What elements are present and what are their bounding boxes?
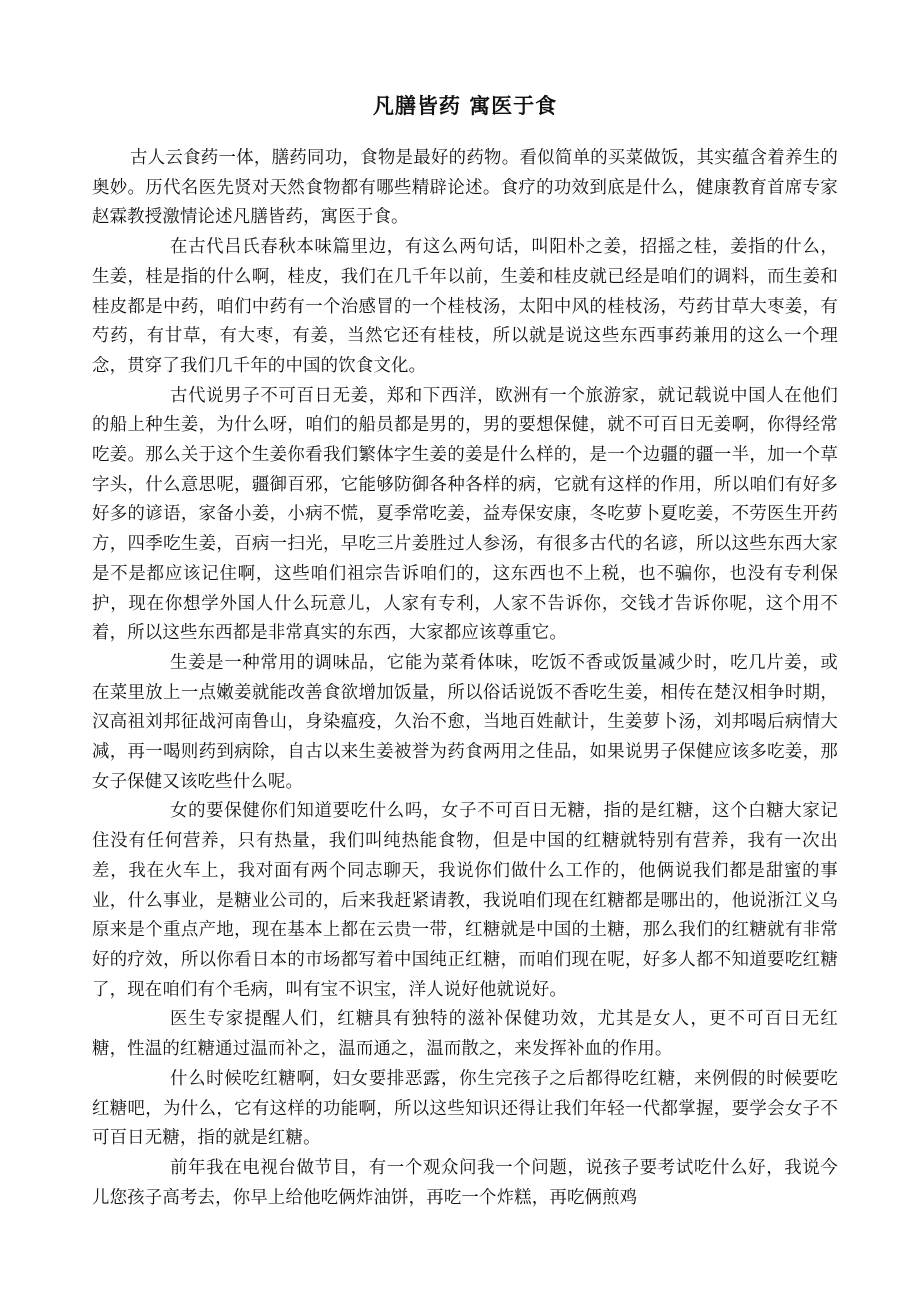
paragraph-ginger-seasoning: 生姜是一种常用的调味品，它能为菜肴体味，吃饭不香或饭量减少时，吃几片姜，或在菜里放上一点嫩姜就能改善食欲增加饭量，所以俗话说饭不香吃生姜，相传在楚汉相争时期，汉高祖刘邦征战河南鲁山，身染瘟疫，久治不愈，当地百姓献计，生姜萝卜汤，刘邦喝后病情大减，再一喝则药到病除，自古以来生姜被誉为药食两用之佳品，如果说男子保健应该多吃姜，那女子保健又该吃些什么呢。: [92, 652, 838, 792]
document-title: 凡膳皆药 寓医于食: [372, 94, 558, 118]
paragraph-expert-reminder: 医生专家提醒人们，红糖具有独特的滋补保健功效，尤其是女人，更不可百日无红糖，性温的红糖通过温而补之，温而通之，温而散之，来发挥补血的作用。: [92, 1009, 838, 1060]
paragraph-intro: 古人云食药一体，膳药同功，食物是最好的药物。看似简单的买菜做饭，其实蕴含着养生的奥妙。历代名医先贤对天然食物都有哪些精辟论述。食疗的功效到底是什么，健康教育首席专家赵霖教授激情论述凡膳皆药，寓医于食。: [92, 148, 838, 228]
paragraph-men-ginger: 古代说男子不可百日无姜，郑和下西洋，欧洲有一个旅游家，就记载说中国人在他们的船上种生姜，为什么呀，咱们的船员都是男的，男的要想保健，就不可百日无姜啊，你得经常吃姜。那么关于这个生姜你看我们繁体字生姜的姜是什么样的，是一个边疆的疆一半，加一个草字头，什么意思呢，疆御百邪，它能够防御各种各样的病，它就有这样的作用，所以咱们有好多好多的谚语，家备小姜，小病不慌，夏季常吃姜，益寿保安康，冬吃萝卜夏吃姜，不劳医生开药方，四季吃生姜，百病一扫光，早吃三片姜胜过人参汤，有很多古代的名谚，所以这些东西大家是不是都应该记住啊，这些咱们祖宗告诉咱们的，这东西也不上税，也不骗你，也没有专利保护，现在你想学外国人什么玩意儿，人家有专利，人家不告诉你，交钱才告诉你呢，这个用不着，所以这些东西都是非常真实的东西，大家都应该尊重它。: [92, 385, 838, 644]
paragraph-women-brown-sugar: 女的要保健你们知道要吃什么吗，女子不可百日无糖，指的是红糖，这个白糖大家记住没有任何营养，只有热量，我们叫纯热能食物，但是中国的红糖就特别有营养，我有一次出差，我在火车上，我对面有两个同志聊天，我说你们做什么工作的，他俩说我们都是甜蜜的事业，什么事业，是糖业公司的，后来我赶紧请教，我说咱们现在红糖都是哪出的，他说浙江义乌原来是个重点产地，现在基本上都在云贵一带，红糖就是中国的土糖，那么我们的红糖就有非常好的疗效，所以你看日本的市场都写着中国纯正红糖，而咱们现在呢，好多人都不知道要吃红糖了，现在咱们有个毛病，叫有宝不识宝，洋人说好他就说好。: [92, 801, 838, 1000]
paragraph-when-to-eat: 什么时候吃红糖啊，妇女要排恶露，你生完孩子之后都得吃红糖，来例假的时候要吃红糖吧，为什么，它有这样的功能啊，所以这些知识还得让我们年轻一代都掌握，要学会女子不可百日无糖，指的就是红糖。: [92, 1068, 838, 1149]
paragraph-exam-food: 前年我在电视台做节目，有一个观众问我一个问题，说孩子要考试吃什么好，我说今儿您孩子高考去，你早上给他吃俩炸油饼，再吃一个炸糕，再吃俩煎鸡: [92, 1157, 838, 1208]
paragraph-ginger-history: 在古代吕氏春秋本味篇里边，有这么两句话，叫阳朴之姜，招摇之桂，姜指的什么，生姜，桂是指的什么啊，桂皮，我们在几千年以前，生姜和桂皮就已经是咱们的调料，而生姜和桂皮都是中药，咱们中药有一个治感冒的一个桂枝汤，太阳中风的桂枝汤，芍药甘草大枣姜，有芍药，有甘草，有大枣，有姜，当然它还有桂枝，所以就是说这些东西事药兼用的这么一个理念，贯穿了我们几千年的中国的饮食文化。: [92, 237, 838, 376]
